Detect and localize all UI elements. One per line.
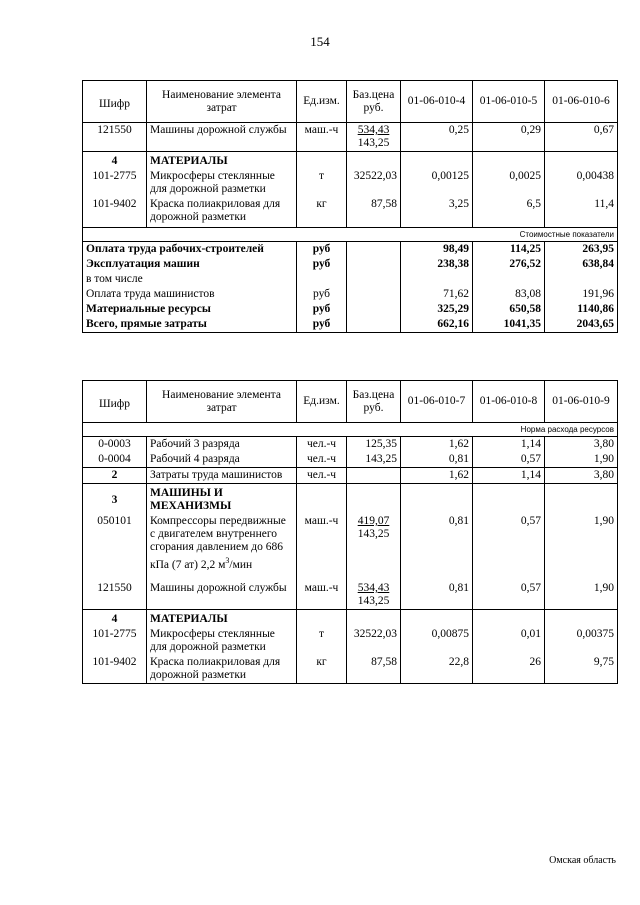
column-header: 01-06-010-6 [545,81,618,123]
total-row: Оплата труда рабочих-строителей руб 98,49 114,25 263,95 [83,242,618,258]
resource-table-1 [82,80,618,333]
column-header: 01-06-010-4 [401,81,473,123]
total-row: Оплата труда машинистов руб 71,62 83,08 191,96 [83,287,618,302]
section-row: 3 МАШИНЫ И МЕХАНИЗМЫ [83,484,618,515]
footer-region: Омская область [549,855,616,866]
table-row: 101-9402 Краска полиакриловая для дорожной разметки кг 87,58 3,25 6,5 11,4 [83,197,618,225]
total-row: Эксплуатация машин руб 238,38 276,52 638,84 [83,257,618,272]
total-row: в том числе [83,272,618,287]
column-header: 01-06-010-9 [545,381,618,423]
section-band: Стоимостные показатели [83,228,618,242]
table-row: 121550 Машины дорожной службы маш.-ч 534,43 143,25 0,81 0,57 1,90 [83,573,618,610]
table-row: 050101 Компрессоры передвижные с двигателем внутреннего сгорания давлением до 686 кПа (7 ат) 2,2 $м^3$/мин маш.-ч 419,07 143,25 0,81 0,57 1,90 [83,514,618,573]
table-row: 0-0004 Рабочий 4 разряда чел.-ч 143,25 0,81 0,57 1,90 [83,452,618,468]
header-price: Баз.цена руб. [347,81,401,123]
section-row: 4 МАТЕРИАЛЫ [83,152,618,170]
table-row: 101-2775 Микросферы стеклянные для дорожной разметки т 32522,03 0,00125 0,0025 0,00438 [83,169,618,197]
header-code: Шифр [83,81,147,123]
header-unit: Ед.изм. [297,81,347,123]
page-number: 154 [310,34,330,49]
header-unit: Ед.изм. [297,381,347,423]
table-row: 121550 Машины дорожной службы маш.-ч 534,43 143,25 0,25 0,29 0,67 [83,123,618,152]
column-header: 01-06-010-5 [473,81,545,123]
table-row: 2 Затраты труда машинистов чел.-ч 1,62 1,14 3,80 [83,468,618,484]
total-row: Всего, прямые затраты руб 662,16 1041,35 2043,65 [83,317,618,333]
header-code: Шифр [83,381,147,423]
table-header [83,81,618,123]
header-name: Наименование элемента затрат [147,381,297,423]
header-price: Баз.цена руб. [347,381,401,423]
resource-table-2 [82,380,618,684]
section-row: 4 МАТЕРИАЛЫ [83,609,618,627]
table-row: 101-9402 Краска полиакриловая для дорожной разметки кг 87,58 22,8 26 9,75 [83,655,618,684]
table-header [83,381,618,423]
column-header: 01-06-010-7 [401,381,473,423]
column-header: 01-06-010-8 [473,381,545,423]
header-name: Наименование элемента затрат [147,81,297,123]
section-band: Норма расхода ресурсов [83,423,618,437]
table-row: 101-2775 Микросферы стеклянные для дорожной разметки т 32522,03 0,00875 0,01 0,00375 [83,627,618,655]
total-row: Материальные ресурсы руб 325,29 650,58 1140,86 [83,302,618,317]
table-row: 0-0003 Рабочий 3 разряда чел.-ч 125,35 1,62 1,14 3,80 [83,437,618,453]
